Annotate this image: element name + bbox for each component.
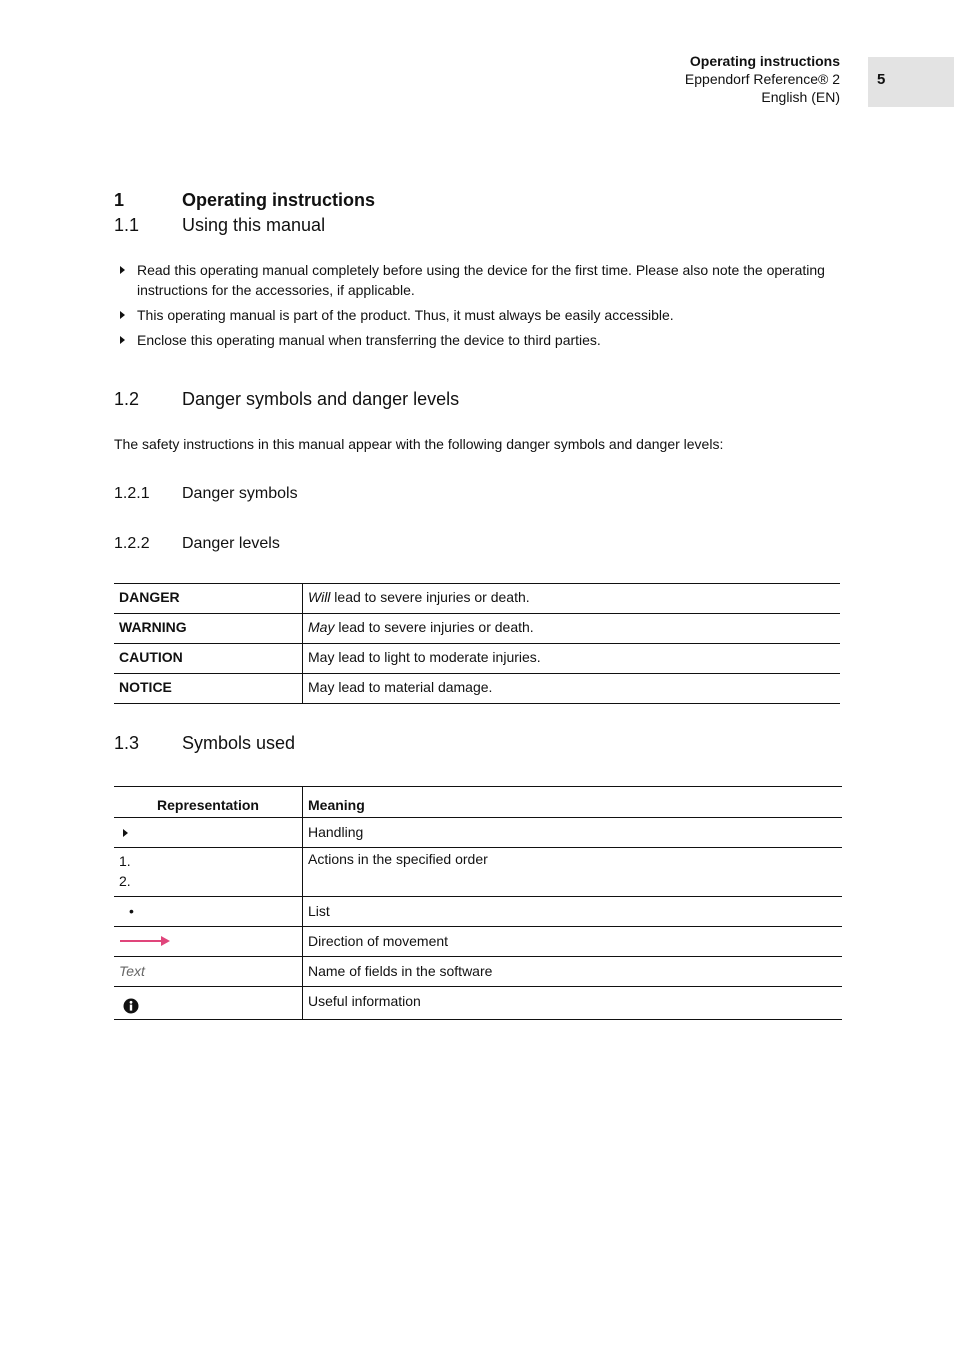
- table-row: [114, 818, 842, 848]
- column-header-meaning: Meaning: [308, 797, 365, 813]
- page-number-box: [868, 57, 954, 107]
- heading-number: 1.2.2: [114, 535, 150, 552]
- symbol-meaning: Direction of movement: [303, 927, 843, 957]
- heading-number: 1: [114, 190, 125, 210]
- info-icon: [123, 998, 139, 1014]
- danger-level-label: DANGER: [114, 584, 303, 614]
- handling-list: [114, 260, 844, 355]
- danger-level-label: CAUTION: [114, 644, 303, 674]
- symbols-table: [114, 786, 842, 1020]
- table-row: [114, 614, 840, 644]
- list-item: Read this operating manual completely before using the device for the first time. Please also note the operating instructions for the accessories, if applicable.: [114, 260, 844, 300]
- heading-number: 1.2: [114, 389, 140, 409]
- heading-title: Danger levels: [182, 535, 280, 552]
- numbered-step: 2.: [119, 873, 131, 889]
- running-header: [685, 52, 840, 106]
- list-bullet: •: [129, 903, 134, 919]
- table-row: [114, 848, 842, 897]
- table-row: [114, 584, 840, 614]
- heading-1-2: [114, 389, 814, 413]
- symbol-meaning: Name of fields in the software: [303, 957, 843, 987]
- triangle-bullet-icon: [120, 336, 125, 344]
- list-item: Enclose this operating manual when transferring the device to third parties.: [114, 330, 844, 350]
- heading-1-1: [114, 215, 814, 239]
- list-item: This operating manual is part of the product. Thus, it must always be easily accessible.: [114, 305, 844, 325]
- heading-title: Operating instructions: [182, 190, 376, 210]
- table-row: [114, 957, 842, 987]
- heading-number: 1.1: [114, 215, 140, 235]
- danger-level-label: NOTICE: [114, 674, 303, 704]
- triangle-bullet-icon: [123, 829, 128, 837]
- heading-number: 1.3: [114, 733, 140, 753]
- heading-number: 1.2.1: [114, 485, 150, 502]
- header-title: Operating instructions: [689, 53, 840, 69]
- column-header-representation: Representation: [114, 787, 303, 818]
- table-header-row: [114, 787, 842, 818]
- heading-title: Danger symbols: [182, 485, 298, 502]
- heading-title: Symbols used: [182, 733, 296, 753]
- danger-level-description: May lead to material damage.: [303, 674, 841, 704]
- heading-1-3: [114, 733, 814, 757]
- intro-paragraph: The safety instructions in this manual appear with the following danger symbols and danger levels:: [114, 436, 724, 452]
- danger-levels-table: [114, 583, 840, 704]
- symbol-meaning: Handling: [303, 818, 843, 848]
- page-number: 5: [877, 71, 886, 88]
- numbered-step: 1.: [119, 853, 131, 869]
- symbol-meaning: Useful information: [303, 987, 843, 1020]
- heading-1-2-1: [114, 485, 814, 507]
- pink-arrow-icon: [119, 934, 171, 948]
- table-row: [114, 674, 840, 704]
- heading-1: [114, 190, 814, 214]
- table-row: [114, 927, 842, 957]
- danger-level-description: Will lead to severe injuries or death.: [308, 589, 530, 605]
- table-row: [114, 644, 840, 674]
- software-field-example: Text: [114, 957, 303, 987]
- heading-1-2-2: [114, 535, 814, 557]
- triangle-bullet-icon: [120, 266, 125, 274]
- table-row: [114, 897, 842, 927]
- symbol-meaning: List: [303, 897, 843, 927]
- danger-level-description: May lead to light to moderate injuries.: [303, 644, 841, 674]
- triangle-bullet-icon: [120, 311, 125, 319]
- header-product: Eppendorf Reference® 2: [684, 71, 840, 87]
- heading-title: Using this manual: [182, 215, 326, 235]
- header-language: English (EN): [761, 89, 840, 105]
- danger-level-label: WARNING: [114, 614, 303, 644]
- symbol-meaning: Actions in the specified order: [303, 848, 843, 897]
- heading-title: Danger symbols and danger levels: [182, 389, 460, 409]
- danger-level-description: May lead to severe injuries or death.: [303, 614, 841, 644]
- table-row: [114, 987, 842, 1020]
